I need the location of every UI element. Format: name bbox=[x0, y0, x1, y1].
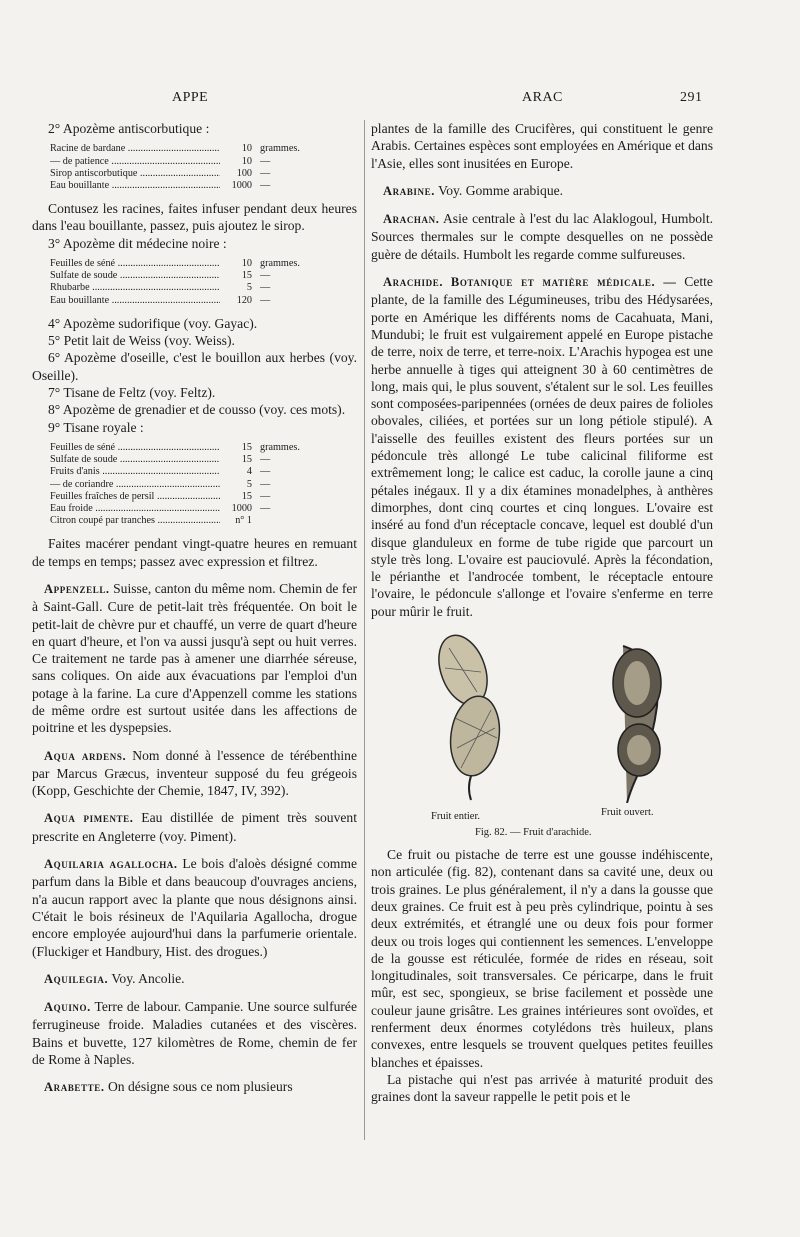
figure-82 bbox=[371, 628, 713, 838]
entry-arachan bbox=[371, 210, 713, 263]
recipe-row bbox=[50, 479, 320, 491]
ingredient-name: Citron coupé par tranches ..... bbox=[50, 515, 220, 527]
ingredient-unit: — bbox=[260, 502, 271, 514]
entry-headword: Arachide. bbox=[383, 275, 444, 290]
ingredient-quantity: 4 bbox=[246, 466, 252, 478]
ingredient-quantity: 120 bbox=[236, 294, 252, 306]
ingredient-quantity: 15 bbox=[241, 490, 252, 502]
recipe-row bbox=[50, 503, 320, 515]
recipe-row bbox=[50, 466, 320, 478]
entry-text: Asie centrale à l'est du lac Alaklogoul, Humbolt. Sources thermales sur le compte desquelles on ne possède guère de détails. Humbolt les regarde comme sulfureuses. bbox=[371, 211, 714, 262]
ingredient-quantity: 1000 bbox=[231, 502, 252, 514]
entry-headword: Aquilaria agallocha. bbox=[44, 857, 178, 872]
ingredient-unit: — bbox=[260, 294, 271, 306]
recipe-row bbox=[50, 270, 320, 282]
recipe-row bbox=[50, 454, 320, 466]
running-header-right: ARAC bbox=[522, 90, 563, 105]
entry-headword: Appenzell. bbox=[44, 581, 110, 596]
ingredient-quantity: 15 bbox=[241, 454, 252, 466]
entry-aquino bbox=[32, 998, 357, 1068]
figure-caption: Fig. 82. — Fruit d'arachide. bbox=[475, 827, 592, 839]
ingredient-unit: — bbox=[260, 167, 271, 179]
entry-text: Cette plante, de la famille des Légumineuses, tribu des Hédysarées, porte en Amérique les différents noms de Cacahuata, Mani, Mundubi; le fruit est vulgairement appelé en Europe pistache de terre, noix de terre, et terre-noix. L'Arachis hypogea est une herbe annuelle à tiges qui atteignent 30 à 60 centimètres de long, mais qui, le plus souvent, s'étalent sur le sol. Les feuilles sont composées-paripennées (ornées de deux paires de folioles obovales, ciliées, et portées sur un long pétiole stipulé). A l'aisselle des feuilles existent des fleurs portées sur un pédoncule très allongé Le tube calicinal filiforme est extrêmement long; le calice est caduc, la corolle jaune a cinq pétales inégaux. Il y a dix étamines monadelphes, à anthères dimorphes, dont cinq courtes et cinq longues. L'ovaire est inséré au fond d'un réceptacle concave, lequel est doublé d'un disque glanduleux en forme de tube rigide que parcourt un style très long. L'ovaire est pauciovulé. Après la fécondation, le périanthe et l'androcée tombent, le réceptacle entoure l'ovaire, le pédoncule s'allonge et l'ovaire s'enferme en terre pour mûrir le fruit. bbox=[371, 274, 713, 619]
entry-appenzell bbox=[32, 580, 357, 737]
recipe-row bbox=[50, 168, 320, 180]
page-number: 291 bbox=[680, 90, 703, 105]
entry-text: Eau distillée de piment très souvent prescrite en Angleterre (voy. Piment). bbox=[32, 810, 357, 844]
ingredient-quantity: n° 1 bbox=[235, 515, 252, 527]
ingredient-quantity: 10 bbox=[241, 258, 252, 269]
item-5: 5° Petit lait de Weiss (voy. Weiss). bbox=[48, 333, 235, 349]
recipe-row bbox=[50, 295, 320, 307]
recipe-row bbox=[50, 515, 320, 527]
ingredient-unit: grammes. bbox=[260, 441, 300, 453]
ingredient-name: — de patience ..... bbox=[50, 156, 220, 168]
entry-text: On désigne sous ce nom plusieurs bbox=[107, 1079, 293, 1095]
entry-headword: Aquilegia. bbox=[44, 971, 109, 986]
item-8: 8° Apozème de grenadier et de cousso (voy. ces mots). bbox=[48, 402, 346, 418]
item-3: 3° Apozème dit médecine noire : bbox=[48, 235, 227, 251]
recipe-row bbox=[50, 282, 320, 294]
entry-headword: Aquino. bbox=[44, 1000, 91, 1015]
ingredient-quantity: 5 bbox=[246, 282, 252, 294]
ingredient-unit: — bbox=[260, 454, 271, 466]
entry-text: Nom donné à l'essence de térébenthine par Marcus Græcus, inventeur supposé du feu grégeois (Kopp, Geschichte der Chemie, 1847, IV, 392). bbox=[32, 747, 357, 799]
ingredient-quantity: 5 bbox=[246, 478, 252, 490]
ingredient-quantity: 10 bbox=[241, 143, 252, 155]
item-2: 2° Apozème antiscorbutique : bbox=[48, 121, 210, 136]
ingredient-unit: — bbox=[260, 179, 271, 191]
ingredient-unit: grammes. bbox=[260, 258, 300, 269]
continued-text: plantes de la famille des Crucifères, qui constituent le genre Arabis. Certaines espèces sont employées en Amérique et dans l'Asie, elles sont inusitées en Europe. bbox=[371, 121, 713, 171]
running-header-left: APPE bbox=[172, 90, 209, 105]
ingredient-name: Feuilles de séné ..... bbox=[50, 442, 220, 454]
ingredient-unit: — bbox=[260, 490, 271, 502]
ingredient-name: Sulfate de soude ..... bbox=[50, 270, 220, 282]
entry-headword: Aqua ardens. bbox=[44, 748, 127, 763]
entry-arabine bbox=[371, 182, 713, 200]
ingredient-name: Racine de bardane ..... bbox=[50, 143, 220, 155]
ingredient-unit: — bbox=[260, 270, 271, 282]
entry-text: Le bois d'aloès désigné comme parfum dans la Bible et dans beaucoup d'ouvrages anciens, n'a aucun rapport avec la plante que nous désignons ainsi. C'était le bois résineux de l'Aquilaria Agallocha, drogue encore employée aujourd'hui dans la parfumerie orientale. (Fluckiger et Handbury, Hist. des drogues.) bbox=[32, 856, 357, 959]
recipe-table-2 bbox=[50, 143, 320, 192]
recipe-row bbox=[50, 442, 320, 454]
ingredient-quantity: 1000 bbox=[231, 179, 252, 191]
item-4: 4° Apozème sudorifique (voy. Gayac). bbox=[48, 315, 258, 331]
left-column bbox=[32, 120, 357, 1097]
right-column bbox=[371, 120, 713, 1105]
paragraph: La pistache qui n'est pas arrivée à maturité produit des graines dont la saveur rappelle le petit pois et le bbox=[371, 1071, 713, 1105]
entry-headword: Aqua pimente. bbox=[44, 811, 134, 826]
item-7: 7° Tisane de Feltz (voy. Feltz). bbox=[48, 385, 216, 400]
entry-aquilaria bbox=[32, 855, 357, 960]
peanut-illustration bbox=[401, 628, 691, 803]
paragraph: Contusez les racines, faites infuser pendant deux heures dans l'eau bouillante, passez, puis ajoutez le sirop. bbox=[32, 201, 357, 234]
ingredient-name: Fruits d'anis ..... bbox=[50, 466, 220, 478]
figure-label-whole: Fruit entier. bbox=[431, 811, 480, 823]
ingredient-name: Eau bouillante ..... bbox=[50, 180, 220, 192]
entry-text: Voy. Ancolie. bbox=[111, 970, 185, 986]
ingredient-quantity: 10 bbox=[241, 155, 252, 167]
entry-headword: Arabine. bbox=[383, 183, 435, 198]
ingredient-unit bbox=[252, 515, 320, 527]
item-6: 6° Apozème d'oseille, c'est le bouillon aux herbes (voy. Oseille). bbox=[32, 350, 357, 383]
recipe-table-9 bbox=[50, 442, 320, 527]
ingredient-name: Sirop antiscorbutique ..... bbox=[50, 168, 220, 180]
paragraph: Ce fruit ou pistache de terre est une gousse indéhiscente, non articulée (fig. 82), contenant dans sa cavité une, deux ou trois graines. Le plus généralement, il n'y a dans la gousse que deux graines. Ce fruit est à peu près cylindrique, pointu à ses deux extrémités, et étranglé une ou deux fois pour former deux ou trois loges qui contiennent les semences. L'enveloppe de la gousse est réticulée, formée de rides en réseau, soit longitudinales, soit transversales. Ce péricarpe, dans le fruit mûr, est sec, spongieux, se brise facilement et possède une couleur jaune grisâtre. Les graines intérieures sont ovoïdes, et renferment deux énormes cotylédons très huileux, plans convexes, entre lesquels se trouvent quelques petites feuilles blanches et épaisses. bbox=[371, 847, 713, 1070]
entry-subheading: Botanique et matière médicale. — bbox=[450, 275, 677, 290]
ingredient-name: Eau bouillante ..... bbox=[50, 295, 220, 307]
entry-headword: Arabette. bbox=[44, 1080, 105, 1095]
entry-text: Suisse, canton du même nom. Chemin de fer à Saint-Gall. Cure de petit-lait très fréquentée. On boit le petit-lait de chèvre pur et chauffé, un verre de quart d'heure en quart d'heure, et l'on va aussi jusqu'à sept ou huit verres. Ce traitement ne tarde pas à amener une diarrhée séreuse, sans coliques. On aide aux évacuations par l'emploi d'un potage à la farine. La cure d'Appenzell comme les stations de même ordre est surtout usitée dans les affections de poitrine et les dyspepsies. bbox=[32, 580, 357, 736]
ingredient-quantity: 100 bbox=[236, 167, 252, 179]
entry-text: Terre de labour. Campanie. Une source sulfurée ferrugineuse froide. Maladies cutanées et des viscères. Bains et buvette, 127 kilomètres de Rome, chemin de fer de Rome à Naples. bbox=[32, 999, 357, 1068]
recipe-row bbox=[50, 258, 320, 270]
entry-arachide bbox=[371, 273, 713, 620]
recipe-row bbox=[50, 156, 320, 168]
ingredient-name: Feuilles fraîches de persil ..... bbox=[50, 491, 220, 503]
ingredient-name: — de coriandre ..... bbox=[50, 479, 220, 491]
column-divider bbox=[364, 120, 365, 1140]
ingredient-quantity: 15 bbox=[241, 270, 252, 282]
ingredient-name: Sulfate de soude ..... bbox=[50, 454, 220, 466]
ingredient-unit: — bbox=[260, 155, 271, 167]
paragraph: Faites macérer pendant vingt-quatre heures en remuant de temps en temps; passez avec expression et filtrez. bbox=[32, 536, 357, 569]
open-peanut-drawing bbox=[613, 646, 661, 803]
ingredient-name: Eau froide ..... bbox=[50, 503, 220, 515]
ingredient-unit: — bbox=[260, 466, 271, 478]
entry-aquilegia bbox=[32, 970, 357, 988]
recipe-row bbox=[50, 491, 320, 503]
recipe-table-3 bbox=[50, 258, 320, 307]
entry-arabette bbox=[32, 1078, 357, 1096]
entry-headword: Arachan. bbox=[383, 212, 440, 227]
ingredient-unit: — bbox=[260, 478, 271, 490]
entry-text: Voy. Gomme arabique. bbox=[438, 182, 564, 198]
entry-aqua-pimente bbox=[32, 809, 357, 845]
recipe-row bbox=[50, 180, 320, 192]
ingredient-name: Feuilles de séné ..... bbox=[50, 258, 220, 270]
item-9: 9° Tisane royale : bbox=[48, 419, 144, 435]
ingredient-unit: grammes. bbox=[260, 143, 300, 155]
whole-peanut-drawing bbox=[430, 629, 504, 800]
ingredient-unit: — bbox=[260, 282, 271, 294]
ingredient-name: Rhubarbe ..... bbox=[50, 282, 220, 294]
figure-label-open: Fruit ouvert. bbox=[601, 807, 654, 819]
ingredient-quantity: 15 bbox=[241, 441, 252, 453]
entry-aqua-ardens bbox=[32, 747, 357, 800]
recipe-row bbox=[50, 143, 320, 155]
